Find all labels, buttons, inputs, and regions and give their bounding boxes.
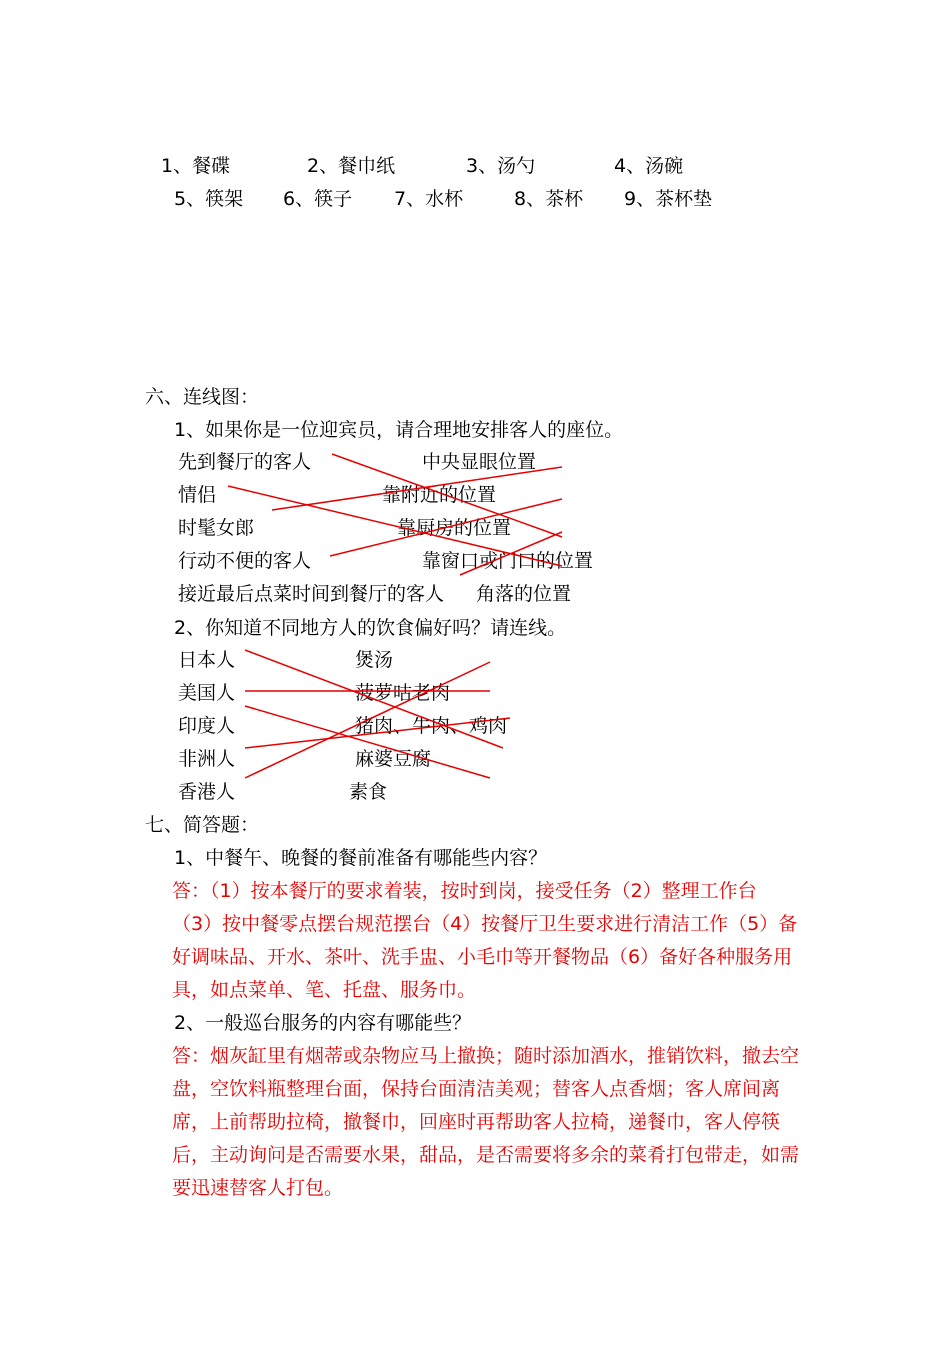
section7-q2-answer-line-2: 盘，空饮料瓶整理台面，保持台面清洁美观；替客人点香烟；客人席间离 (172, 1078, 781, 1100)
q1-right-3: 靠厨房的位置 (397, 517, 512, 539)
q2-right-5: 素食 (349, 781, 388, 803)
tableware-item-8: 8、茶杯 (514, 188, 584, 210)
q1-left-4: 行动不便的客人 (178, 550, 312, 572)
section7-q1-answer-line-2: （3）按中餐零点摆台规范摆台（4）按餐厅卫生要求进行清洁工作（5）备 (172, 913, 798, 935)
section7-q1-answer-line-1: 答：（1）按本餐厅的要求着装，按时到岗，接受任务（2）整理工作台 (172, 880, 757, 902)
q1-left-5: 接近最后点菜时间到餐厅的客人 (178, 583, 445, 605)
section6-heading: 六、连线图： (145, 386, 260, 408)
section7-q1-prompt: 1、中餐午、晚餐的餐前准备有哪能些内容？ (174, 847, 548, 869)
q2-left-3: 印度人 (178, 715, 236, 737)
section7-heading: 七、简答题： (145, 814, 260, 836)
q1-right-4: 靠窗口或门口的位置 (422, 550, 594, 572)
tableware-item-2: 2、餐巾纸 (307, 155, 396, 177)
q2-left-2: 美国人 (178, 682, 236, 704)
q1-left-1: 先到餐厅的客人 (178, 451, 312, 473)
q1-left-2: 情侣 (178, 484, 217, 506)
q1-right-1: 中央显眼位置 (422, 451, 537, 473)
tableware-item-7: 7、水杯 (394, 188, 464, 210)
tableware-item-9: 9、茶杯垫 (624, 188, 713, 210)
section7-q2-prompt: 2、一般巡台服务的内容有哪能些？ (174, 1012, 472, 1034)
tableware-item-6: 6、筷子 (283, 188, 353, 210)
section7-q1-answer-line-3: 好调味品、开水、茶叶、洗手盅、小毛巾等开餐物品（6）备好各种服务用 (172, 946, 793, 968)
q2-right-1: 煲汤 (355, 649, 394, 671)
section6-q1-prompt: 1、如果你是一位迎宾员，请合理地安排客人的座位。 (174, 419, 624, 441)
q2-right-4: 麻婆豆腐 (355, 748, 432, 770)
section6-q2-prompt: 2、你知道不同地方人的饮食偏好吗？请连线。 (174, 617, 567, 639)
tableware-item-4: 4、汤碗 (614, 155, 684, 177)
section7-q2-answer-line-1: 答：烟灰缸里有烟蒂或杂物应马上撤换；随时添加酒水，推销饮料，撤去空 (172, 1045, 800, 1067)
tableware-item-3: 3、汤勺 (466, 155, 536, 177)
q1-right-5: 角落的位置 (476, 583, 572, 605)
section7-q2-answer-line-4: 后，主动询问是否需要水果，甜品，是否需要将多余的菜肴打包带走，如需 (172, 1144, 800, 1166)
tableware-item-1: 1、餐碟 (161, 155, 231, 177)
tableware-item-5: 5、筷架 (174, 188, 244, 210)
q2-right-3: 猪肉、牛肉、鸡肉 (355, 715, 508, 737)
q2-right-2: 菠萝咕老肉 (355, 682, 451, 704)
section7-q2-answer-line-3: 席，上前帮助拉椅，撤餐巾，回座时再帮助客人拉椅，递餐巾，客人停筷 (172, 1111, 781, 1133)
q1-right-2: 靠附近的位置 (382, 484, 497, 506)
q2-left-1: 日本人 (178, 649, 236, 671)
section7-q1-answer-line-4: 具，如点菜单、笔、托盘、服务巾。 (172, 979, 477, 1001)
section7-q2-answer-line-5: 要迅速替客人打包。 (172, 1177, 344, 1199)
q2-left-4: 非洲人 (178, 748, 236, 770)
q2-left-5: 香港人 (178, 781, 236, 803)
q1-left-3: 时髦女郎 (178, 517, 255, 539)
